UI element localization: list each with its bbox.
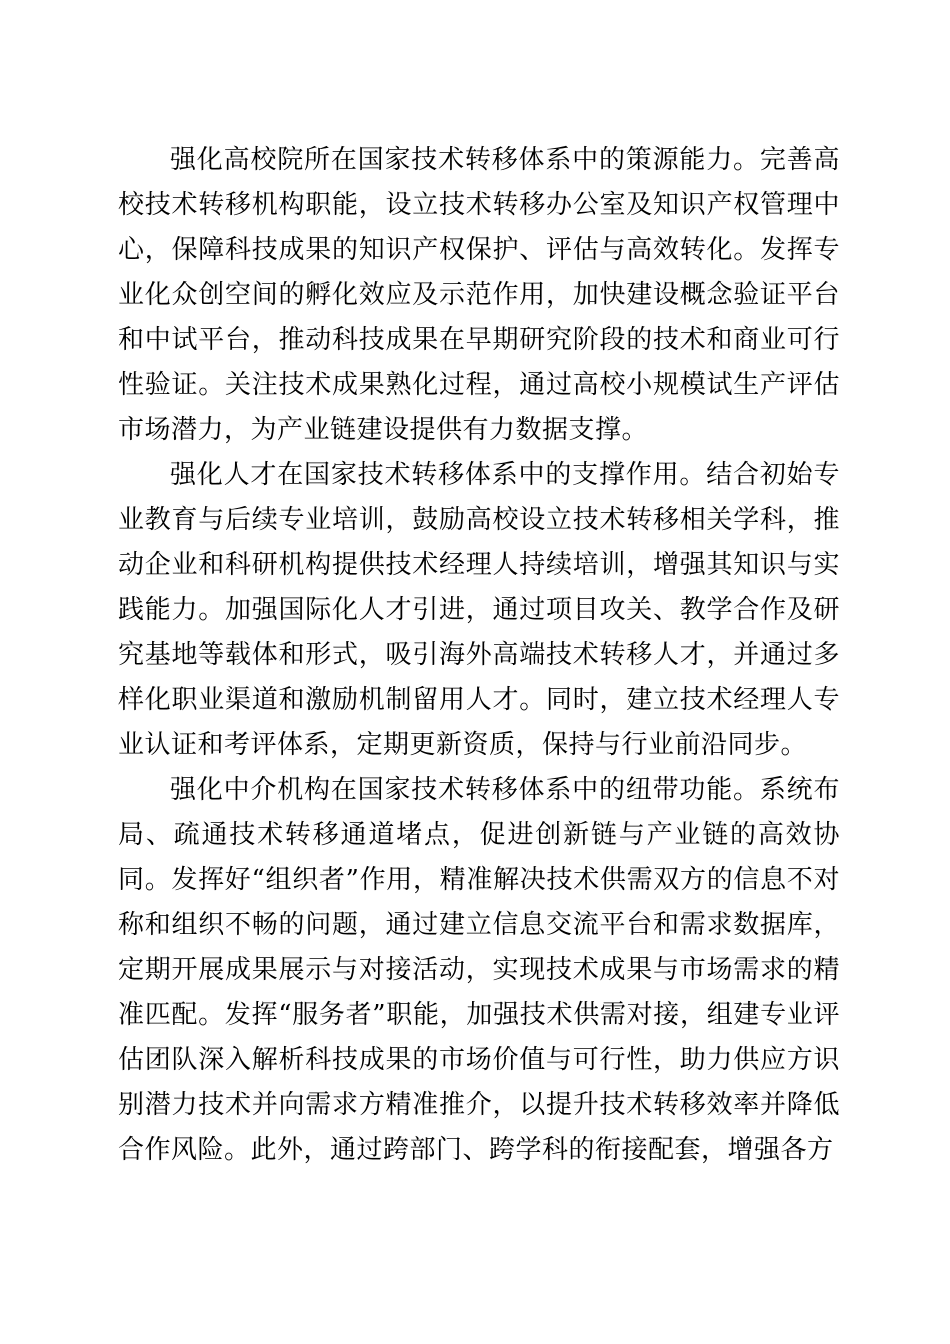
document-body [118, 138, 840, 1173]
paragraph-intermediary-link-function: 强化中介机构在国家技术转移体系中的纽带功能。系统布局、疏通技术转移通道堵点，促进创新链与产业链的高效协同。发挥好“组织者”作用，精准解决技术供需双方的信息不对称和组织不畅的问题，通过建立信息交流平台和需求数据库，定期开展成果展示与对接活动，实现技术成果与市场需求的精准匹配。发挥“服务者”职能，加强技术供需对接，组建专业评估团队深入解析科技成果的市场价值与可行性，助力供应方识别潜力技术并向需求方精准推介，以提升技术转移效率并降低合作风险。此外，通过跨部门、跨学科的衔接配套，增强各方 [118, 775, 840, 1165]
paragraph-talent-support-role: 强化人才在国家技术转移体系中的支撑作用。结合初始专业教育与后续专业培训，鼓励高校设立技术转移相关学科，推动企业和科研机构提供技术经理人持续培训，增强其知识与实践能力。加强国际化人才引进，通过项目攻关、教学合作及研究基地等载体和形式，吸引海外高端技术转移人才，并通过多样化职业渠道和激励机制留用人才。同时，建立技术经理人专业认证和考评体系，定期更新资质，保持与行业前沿同步。 [118, 460, 840, 760]
paragraph-universities-source-capacity: 强化高校院所在国家技术转移体系中的策源能力。完善高校技术转移机构职能，设立技术转移办公室及知识产权管理中心，保障科技成果的知识产权保护、评估与高效转化。发挥专业化众创空间的孵化效应及示范作用，加快建设概念验证平台和中试平台，推动科技成果在早期研究阶段的技术和商业可行性验证。关注技术成果熟化过程，通过高校小规模试生产评估市场潜力，为产业链建设提供有力数据支撑。 [118, 145, 840, 445]
